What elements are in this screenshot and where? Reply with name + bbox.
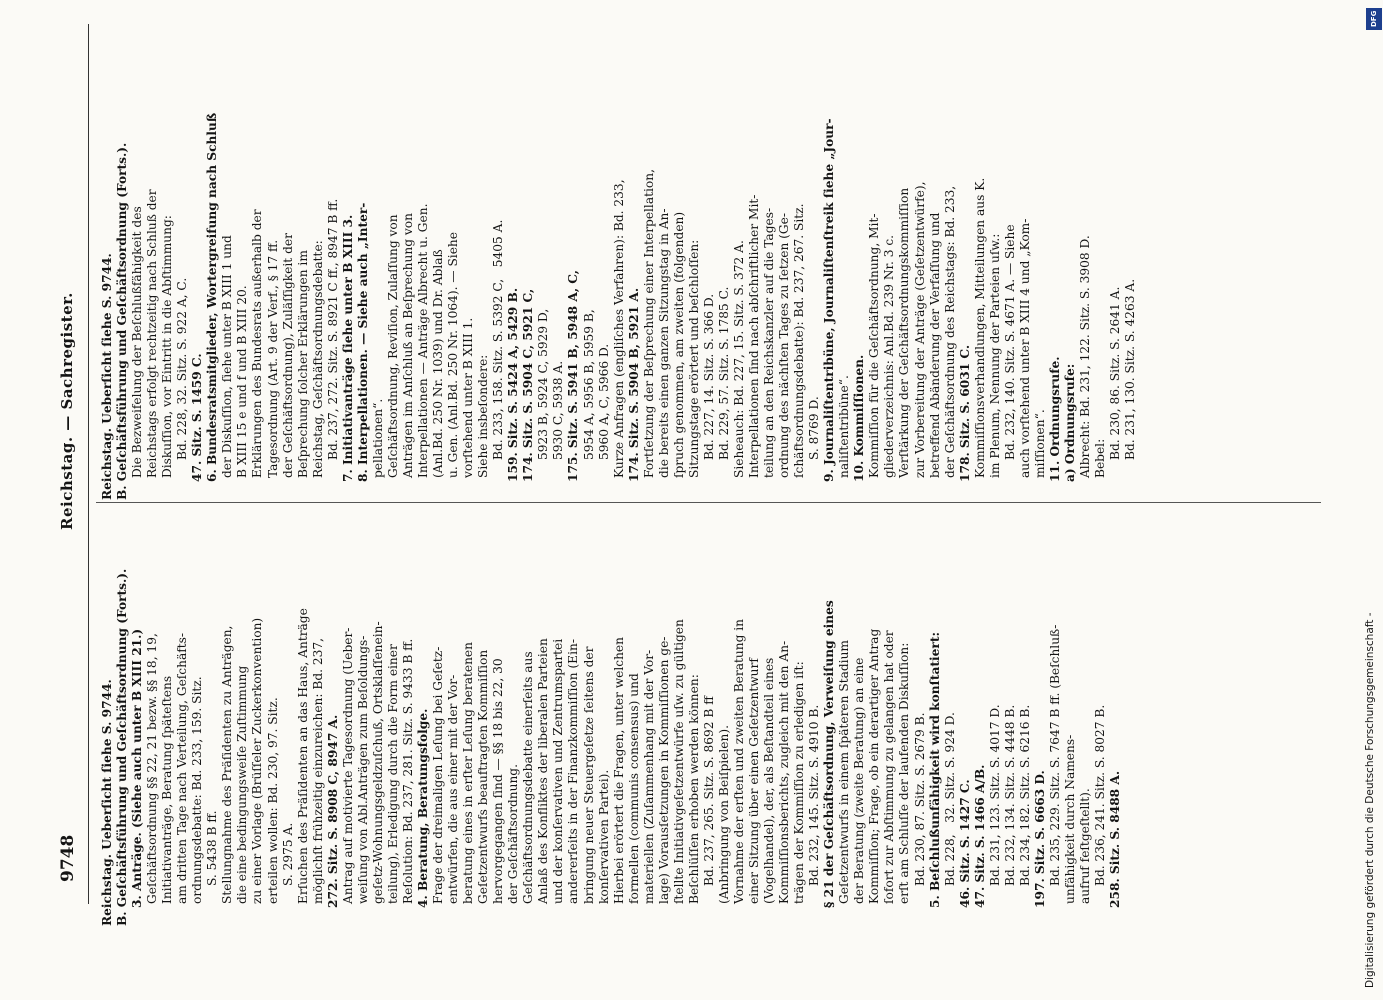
text-line: Stellungnahme des Präſidenten zu Anträgen, [220, 625, 235, 904]
text-line: der Geſchäftsordnung), Zuläſſigkeit der [280, 233, 295, 478]
text-line: im Plenum, Nennung der Parteien uſw.: [987, 233, 1002, 478]
text-line: 11. Ordnungsrufe. [1047, 356, 1062, 482]
text-line: 5960 A, C, 5966 D. [596, 343, 611, 460]
text-line: Initiativanträge, Beratung ſpäteſtens [160, 675, 175, 904]
dfg-logo: DFG [1366, 8, 1382, 30]
text-line: die bereits einen ganzen Sitzungstag in An- [656, 208, 671, 478]
text-line: erteilen wollen: Bd. 230, 97. Sitz. [265, 697, 280, 904]
text-line: Reichstag. Ueberſicht ſiehe S. 9744. [100, 679, 114, 926]
text-line: u. Gen. (Anl.Bd. 250 Nr. 1064). — Siehe [446, 232, 461, 478]
text-line: Sieheauch: Bd. 227, 15. Sitz. S. 372 A. [731, 240, 746, 478]
text-line: unfähigkeit durch Namens- [1063, 734, 1077, 904]
text-line: ordnungsdebatte: Bd. 233, 159. Sitz. [190, 676, 205, 904]
text-line: B. Geſchäftsführung und Geſchäftsordnung (Forts.). [115, 142, 130, 500]
text-line: aufruf feſtgeſtellt). [1078, 788, 1093, 904]
text-line: 272. Sitz. S. 8908 C, 8947 A. [325, 714, 340, 908]
digitization-credit: Digitalisierung gefördert durch die Deutsche Forschungsgemeinschaft - [1364, 612, 1376, 988]
text-line: Kommiſſionsberichts, zugleich mit den An- [777, 640, 792, 904]
text-line: Bd. 230, 87. Sitz. S. 2679 B. [912, 712, 927, 886]
text-line: 46. Sitz. S. 1427 C. [957, 779, 972, 908]
text-line: entwürfen, die aus einer mit der Vor- [446, 674, 461, 904]
text-line: und der konſervativen und Zentrumspartei [551, 638, 566, 904]
text-line: 159. Sitz. S. 5424 A, 5429 B. [506, 287, 521, 482]
text-line: B XIII 15 e und f und B XIII 20. [235, 285, 250, 478]
text-line: 47. Sitz. S. 1466 A/B. [972, 764, 987, 908]
text-line: Fortſetzung der Beſprechung einer Interpellation, [641, 169, 656, 478]
text-line: ſofort zur Abſtimmung zu gelangen hat oder [882, 630, 897, 904]
text-line: Geſchäftsordnung, Reviſion, Zulaſſung von [385, 214, 400, 478]
text-line: ordnung des nächſten Tages zu ſetzen (Ge- [777, 213, 792, 478]
text-line: B. Geſchäftsführung und Geſchäftsordnung (Forts.). [115, 568, 130, 926]
text-line: Bd. 231, 130. Sitz. S. 4263 A. [1123, 278, 1138, 460]
text-line: Bd. 233, 158. Sitz. S. 5392 C, 5405 A. [491, 219, 506, 460]
text-line: Bd. 232, 134. Sitz. S. 4448 B. [1002, 704, 1017, 886]
text-line: 10. Kommiſſionen. [852, 354, 867, 482]
text-line: Siehe insbeſondere: [476, 354, 491, 478]
text-line: Beſprechung ſolcher Erklärungen im [295, 250, 310, 478]
text-line: Tagesordnung (Art. 9 der Verf., § 17 ff. [265, 239, 280, 478]
text-line: Reichstag. Ueberſicht ſiehe S. 9744. [100, 253, 114, 500]
right-column [100, 70, 1138, 500]
text-line: Diskuſſion, vor Eintritt in die Abſtimmung: [160, 215, 175, 478]
text-line: Bd. 231, 123. Sitz. S. 4017 D. [987, 704, 1002, 886]
text-line: ſchäftsordnungsdebatte): Bd. 237, 267. Sitz. [792, 203, 807, 478]
text-line: Vornahme der erſten und zweiten Beratung in [731, 618, 746, 904]
text-line: 174. Sitz. S. 5904 C, 5921 C, [521, 288, 536, 482]
text-line: formellen (communis consensus) und [626, 673, 641, 904]
text-line: pellationen“. [370, 398, 385, 478]
text-line: 8. Interpellationen. — Siehe auch „Inter- [355, 202, 370, 482]
text-line: 5930 C, 5938 A. [551, 360, 566, 460]
text-line: 178. Sitz. S. 6031 C. [957, 344, 972, 482]
text-line: Albrecht: Bd. 231, 122. Sitz. S. 3908 D. [1078, 235, 1093, 478]
text-line: der Beratung (zweite Beratung) an eine [852, 657, 867, 904]
text-line: 5923 B, 5924 C, 5929 D, [536, 308, 551, 460]
text-line: Geſchäftsordnungsdebatte einerſeits aus [521, 651, 536, 904]
text-line: Kurze Anfragen (engliſches Verfahren): Bd. 233, [611, 179, 626, 478]
text-line: lage) Vorausſetzungen in Kommiſſionen ge- [656, 636, 671, 904]
text-line: Bd. 232, 140. Sitz. S. 4671 A. — Siehe [1002, 224, 1017, 460]
text-line: teilung an den Reichskanzler auf die Tages- [762, 207, 777, 478]
text-line: miſſionen“. [1032, 409, 1047, 478]
text-line: 175. Sitz. S. 5941 B, 5948 A, C, [566, 269, 581, 482]
text-line: am dritten Tage nach Verteilung, Geſchäfts- [175, 632, 190, 904]
text-line: Antrag auf motivierte Tagesordnung (Ueber- [340, 627, 355, 904]
text-line: 5. Beſchlußunfähigkeit wird konſtatiert: [927, 632, 942, 908]
text-line: der Geſchäftsordnung des Reichstags: Bd. 233, [942, 185, 957, 478]
text-line: bringung neuer Steuergeſetze ſeitens der [581, 646, 596, 904]
text-line: zu einer Vorlage (Brüſſeler Zuckerkonvention) [250, 617, 265, 904]
text-line: Hierbei erörtert die Fragen, unter welchen [611, 637, 626, 904]
text-line: teilung), Erledigung durch die Form einer [385, 644, 400, 904]
text-line: Geſetzentwurfs beauftragten Kommiſſion [476, 649, 491, 904]
text-line: Anlaß des Konfliktes der liberalen Parteien [536, 638, 551, 904]
text-line: betreffend Abänderung der Verfaſſung und [927, 212, 942, 478]
text-line: Beſchlüſſen erhoben werden können: [686, 674, 701, 904]
text-line: Bd. 228, 32. Sitz. S. 924 D. [942, 712, 957, 886]
text-line: Reichstag, Geſchäftsordnungsdebatte: [310, 240, 325, 478]
text-line: Verſtärkung der Geſchäftsordnungskommiſſion [897, 187, 912, 478]
text-line: weiſung von Abl.Anträgen zum Beſoldungs- [355, 635, 370, 904]
text-line: Geſchäftsordnung §§ 22, 21 bezw. §§ 18, 19, [145, 633, 160, 904]
text-line: Bd. 227, 14. Sitz. S. 366 D. [701, 293, 716, 460]
text-line: § 21 der Geſchäftsordnung, Verweiſung eines [822, 600, 837, 908]
text-line: 3. Anträge. (Siehe auch unter B XIII 21.) [130, 628, 145, 908]
text-line: Kommiſſionsverhandlungen, Mitteilungen aus K. [972, 177, 987, 478]
text-line: S. 2975 A. [280, 822, 295, 886]
text-line: materiellen (Zuſammenhang mit der Vor- [641, 649, 656, 904]
text-line: 5954 A, 5956 B, 5959 B, [581, 309, 596, 460]
text-line: geſetz-Wohnungsgeldzuſchuß, Ortsklaſſenein- [370, 621, 385, 904]
text-line: 9. Journaliſtentribüne, Journaliſtenſtreik ſiehe „Jour- [822, 118, 837, 482]
text-line: Bd. 237, 272. Sitz. S. 8921 C ff., 8947 B ff. [325, 198, 340, 460]
text-line: (Anbringung von Beiſpielen). [716, 725, 731, 904]
text-line: erſt am Schluſſe der laufenden Diskuſſion: [897, 642, 912, 904]
text-line: die eine bedingungsweiſe Zuſtimmung [235, 665, 250, 904]
text-line: Bd. 229, 57. Sitz. S. 1785 C. [716, 286, 731, 460]
text-line: Frage der dreimaligen Leſung bei Geſetz- [431, 646, 446, 904]
text-line: Bd. 230, 86. Sitz. S. 2641 A. [1108, 286, 1123, 460]
text-line: Geſetzentwurfs in einem ſpäteren Stadium [837, 640, 852, 904]
text-line: gliederverzeichnis: Anl.Bd. 239 Nr. 3 c. [882, 234, 897, 478]
page-number: 9748 [58, 834, 78, 882]
text-line: vorſtehend unter B XIII 1. [461, 317, 476, 478]
text-line: S. 5438 B ff. [205, 810, 220, 886]
text-line: Reſolution: Bd. 237, 281. Sitz. S. 9433 B ff. [400, 638, 415, 904]
text-line: a) Ordnungsrufe: [1063, 363, 1077, 482]
text-line: Kommiſſion für die Geſchäftsordnung, Mit- [867, 213, 882, 478]
text-line: 6. Bundesratsmitglieder, Wortergreifung nach Schluß [205, 112, 220, 482]
text-line: Kommiſſion; Frage, ob ein derartiger Antrag [867, 628, 882, 904]
text-line: auch vorſtehend unter B XIII 4 und „Kom- [1017, 218, 1032, 478]
text-line: (Vogelhandel), der, als Beſtandteil eines [762, 657, 777, 904]
text-line: S. 8769 D. [807, 396, 822, 460]
text-line: ſtellte Initiativgeſetzentwürfe uſw. zu gültigen [671, 619, 686, 904]
text-line: Bd. 237, 265. Sitz. S. 8692 B ff [701, 696, 716, 886]
text-line: 4. Beratung, Beratungsfolge. [415, 708, 430, 908]
text-line: naliſtentribüne“. [837, 375, 852, 478]
left-column [100, 514, 1123, 926]
text-line: Bd. 235, 229. Sitz. S. 7647 B ff. (Beſchluß- [1047, 624, 1062, 886]
text-line: der Geſchäftsordnung. [506, 764, 521, 904]
text-line: einer Sitzung über einen Geſetzentwurf [747, 658, 762, 904]
page-header [58, 0, 82, 1000]
text-line: Bd. 234, 182. Sitz. S. 6216 B. [1017, 704, 1032, 886]
header-rule [88, 24, 89, 904]
text-line: Bd. 236, 241. Sitz. S. 8027 B. [1093, 704, 1108, 886]
text-line: 258. Sitz. S. 8488 A. [1108, 770, 1123, 908]
text-line: beratung eines in erſter Leſung beratenen [461, 642, 476, 904]
text-line: Interpellationen — Anträge Albrecht u. Gen. [415, 203, 430, 478]
text-line: Interpellationen ſind nach abſchriftlicher Mit- [747, 194, 762, 478]
text-line: 47. Sitz. S. 1459 C. [190, 353, 205, 482]
text-line: Sitzungstage erörtert und beſchloſſen: [686, 239, 701, 478]
text-line: 197. Sitz. S. 6663 D. [1032, 770, 1047, 908]
text-line: trägen der Kommiſſion zu erledigen iſt: [792, 661, 807, 904]
text-line: Anträgen im Anſchluß an Beſprechung von [400, 213, 415, 478]
text-line: zur Vorbereitung der Anträge (Geſetzentwürfe), [912, 181, 927, 478]
running-head: Reichstag. — Sachregister. [58, 292, 76, 530]
text-line: Reichstags erfolgt rechtzeitig nach Schluß der [145, 189, 160, 478]
text-line: konſervativen Partei). [596, 769, 611, 904]
text-line: Bd. 228, 32. Sitz. S. 922 A, C. [175, 277, 190, 460]
text-line: der Diskuſſion, ſiehe unter B XIII 1 und [220, 235, 235, 478]
text-line: andererſeits in der Finanzkommiſſion (Ein- [566, 639, 581, 904]
text-line: ſpruch genommen, am zweiten (folgenden) [671, 211, 686, 478]
text-line: hervorgegangen ſind — §§ 18 bis 22, 30 [491, 658, 506, 904]
text-line: 174. Sitz. S. 5904 B, 5921 A. [626, 287, 641, 482]
text-line: 7. Initiativanträge ſiehe unter B XIII 3. [340, 214, 355, 482]
column-divider [96, 502, 1321, 503]
text-line: Erklärungen des Bundesrats außerhalb der [250, 209, 265, 478]
text-line: möglichſt frühzeitig einzureichen: Bd. 237, [310, 637, 325, 904]
text-line: Bebel: [1093, 438, 1108, 478]
text-line: Bd. 232, 145. Sitz. S. 4910 B. [807, 704, 822, 886]
text-line: Die Bezweifelung der Beſchlußfähigkeit des [130, 206, 145, 478]
text-line: Erſuchen des Präſidenten an das Haus, Anträge [295, 608, 310, 904]
text-line: (Anl.Bd. 250 Nr. 1039) und Dr. Ablaß [431, 249, 446, 478]
